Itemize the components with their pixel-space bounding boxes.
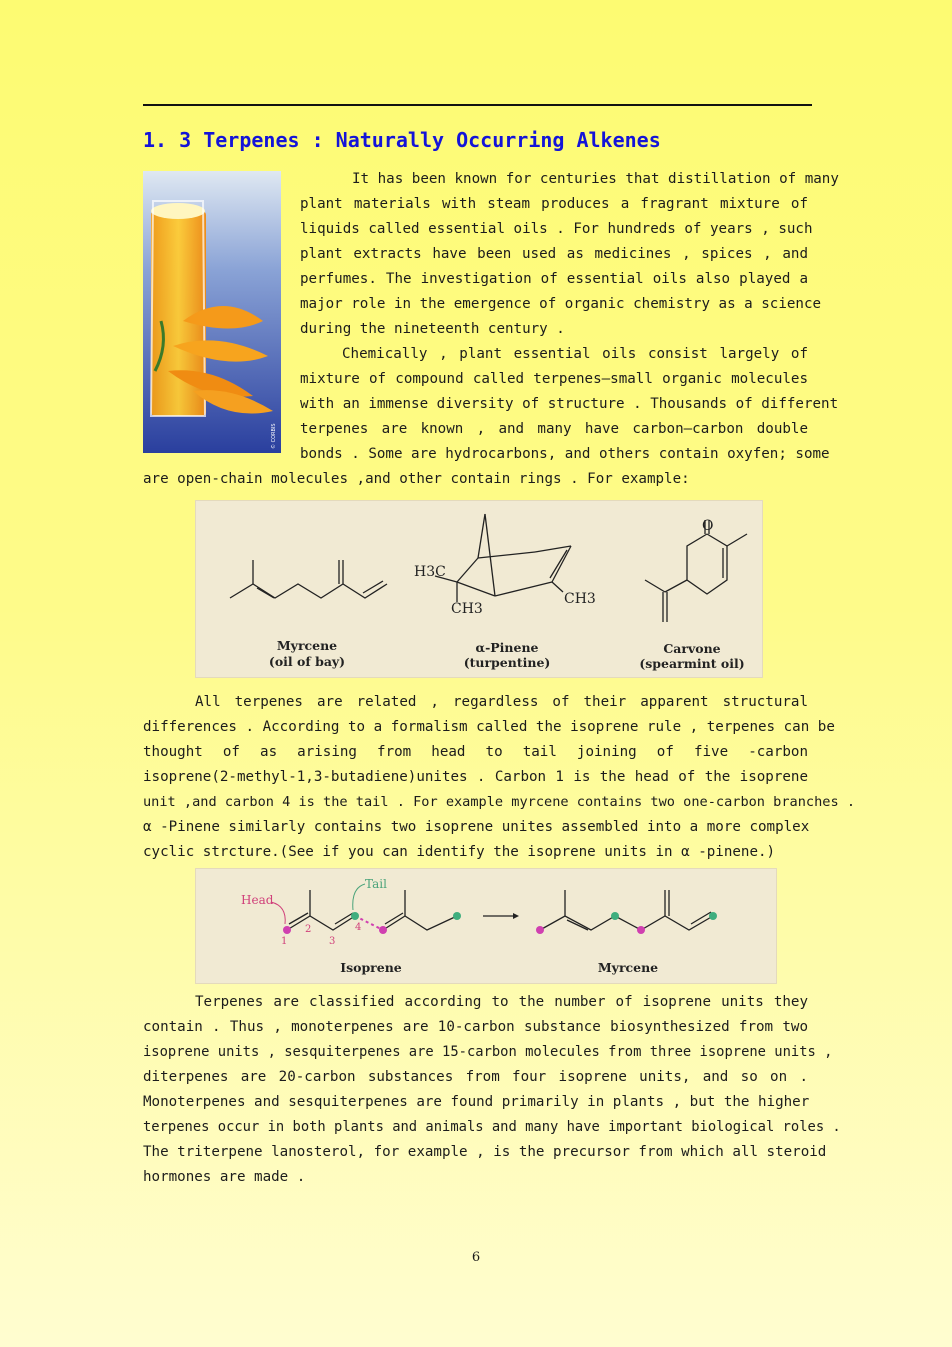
myrcene-structure [230,560,387,598]
text-line: diterpenes are 20-carbon substances from four isoprene units, and so on . [143,1069,808,1085]
myrcene-label: Myrcene [597,960,659,975]
text-line: Chemically , plant essential oils consist largely of [342,346,808,362]
ch3-label-a: CH3 [451,601,483,617]
text-line: with an immense diversity of structure . Thousands of different [300,396,839,412]
isoprene-myrcene-figure [195,868,777,984]
myrcene-tail-atom [709,912,717,920]
text-line: thought of as arising from head to tail joining of five -carbon [143,744,808,760]
text-line: bonds . Some are hydrocarbons, and others contain oxyfen; some [300,446,830,462]
myrcene-head-atom [637,926,645,934]
isoprene-head-atom [379,926,387,934]
page-number: 6 [471,1250,481,1265]
tail-arrow [353,884,365,910]
text-line: are open-chain molecules ,and other contain rings . For example: [143,471,690,487]
pinene-label: α-Pinene [475,640,539,655]
text-line: Monoterpenes and sesquiterpenes are found primarily in plants , but the higher [143,1094,810,1110]
orange-juice-photo [143,171,281,453]
paragraph-chemically [300,342,839,467]
tail-label: Tail [365,877,387,891]
text-line: It has been known for centuries that distillation of many [352,171,839,187]
isoprene-tail-atom [453,912,461,920]
oxygen-label: O [702,518,714,534]
photo-credit: © CORBIS [271,423,277,449]
text-line: unit ,and carbon 4 is the tail . For example myrcene contains two one-carbon branches . [143,794,856,810]
text-line: differences . According to a formalism called the isoprene rule , terpenes can be [143,719,835,735]
text-line: mixture of compound called terpenes—small organic molecules [300,371,808,387]
ch3-label-b: CH3 [564,591,596,607]
text-line: The triterpene lanosterol, for example , is the precursor from which all steroid [143,1144,827,1160]
isoprene-tail-atom [351,912,359,920]
myrcene-tail-atom [611,912,619,920]
text-line: cyclic strcture.(See if you can identify the isoprene units in α -pinene.) [143,844,776,860]
terpene-structures-figure [195,500,763,678]
paragraph-isoprene-rule [143,690,856,865]
text-line: Terpenes are classified according to the number of isoprene units they [195,994,808,1010]
carbon-number-2: 2 [305,924,312,935]
text-line: contain . Thus , monoterpenes are 10-carbon substance biosynthesized from two [143,1019,808,1035]
paragraph-intro [300,167,839,342]
pinene-source: (turpentine) [463,655,551,670]
paragraph-chemically-end [143,467,808,492]
myrcene-label: Myrcene [276,638,338,653]
reaction-arrowhead [513,913,519,919]
text-line: during the nineteenth century . [300,321,565,337]
text-line: perfumes. The investigation of essential oils also played a [300,271,808,287]
text-line: terpenes are known , and many have carbon—carbon double [300,421,808,437]
text-line: liquids called essential oils . For hundreds of years , such [300,221,813,237]
header-rule [143,104,812,106]
carvone-label: Carvone [663,641,721,656]
section-title: 1. 3 Terpenes : Naturally Occurring Alkenes [143,128,661,152]
myrcene-from-isoprene-structure [540,890,713,930]
text-line: plant materials with steam produces a fragrant mixture of [300,196,808,212]
carbon-number-4: 4 [355,922,362,933]
carvone-structure [645,520,747,622]
paragraph-classification [143,990,841,1190]
carbon-number-3: 3 [329,936,336,947]
carvone-source: (spearmint oil) [639,656,745,671]
myrcene-head-atom [536,926,544,934]
text-line: major role in the emergence of organic chemistry as a science [300,296,822,312]
text-line: α -Pinene similarly contains two isoprene unites assembled into a more complex [143,819,810,835]
carbon-number-1: 1 [281,936,288,947]
myrcene-source: (oil of bay) [268,654,346,669]
head-label: Head [241,893,274,907]
text-line: isoprene(2-methyl-1,3-butadiene)unites . Carbon 1 is the head of the isoprene [143,769,808,785]
text-line: plant extracts have been used as medicines , spices , and [300,246,808,262]
text-line: isoprene units , sesquiterpenes are 15-carbon molecules from three isoprene units , [143,1044,833,1060]
isoprene-head-atom [283,926,291,934]
text-line: hormones are made . [143,1169,306,1185]
alpha-pinene-structure [435,514,571,602]
text-line: terpenes occur in both plants and animals and many have important biological roles . [143,1119,841,1135]
isoprene-label: Isoprene [340,960,402,975]
h3c-label: H3C [414,564,446,580]
text-line: All terpenes are related , regardless of their apparent structural [195,694,808,710]
